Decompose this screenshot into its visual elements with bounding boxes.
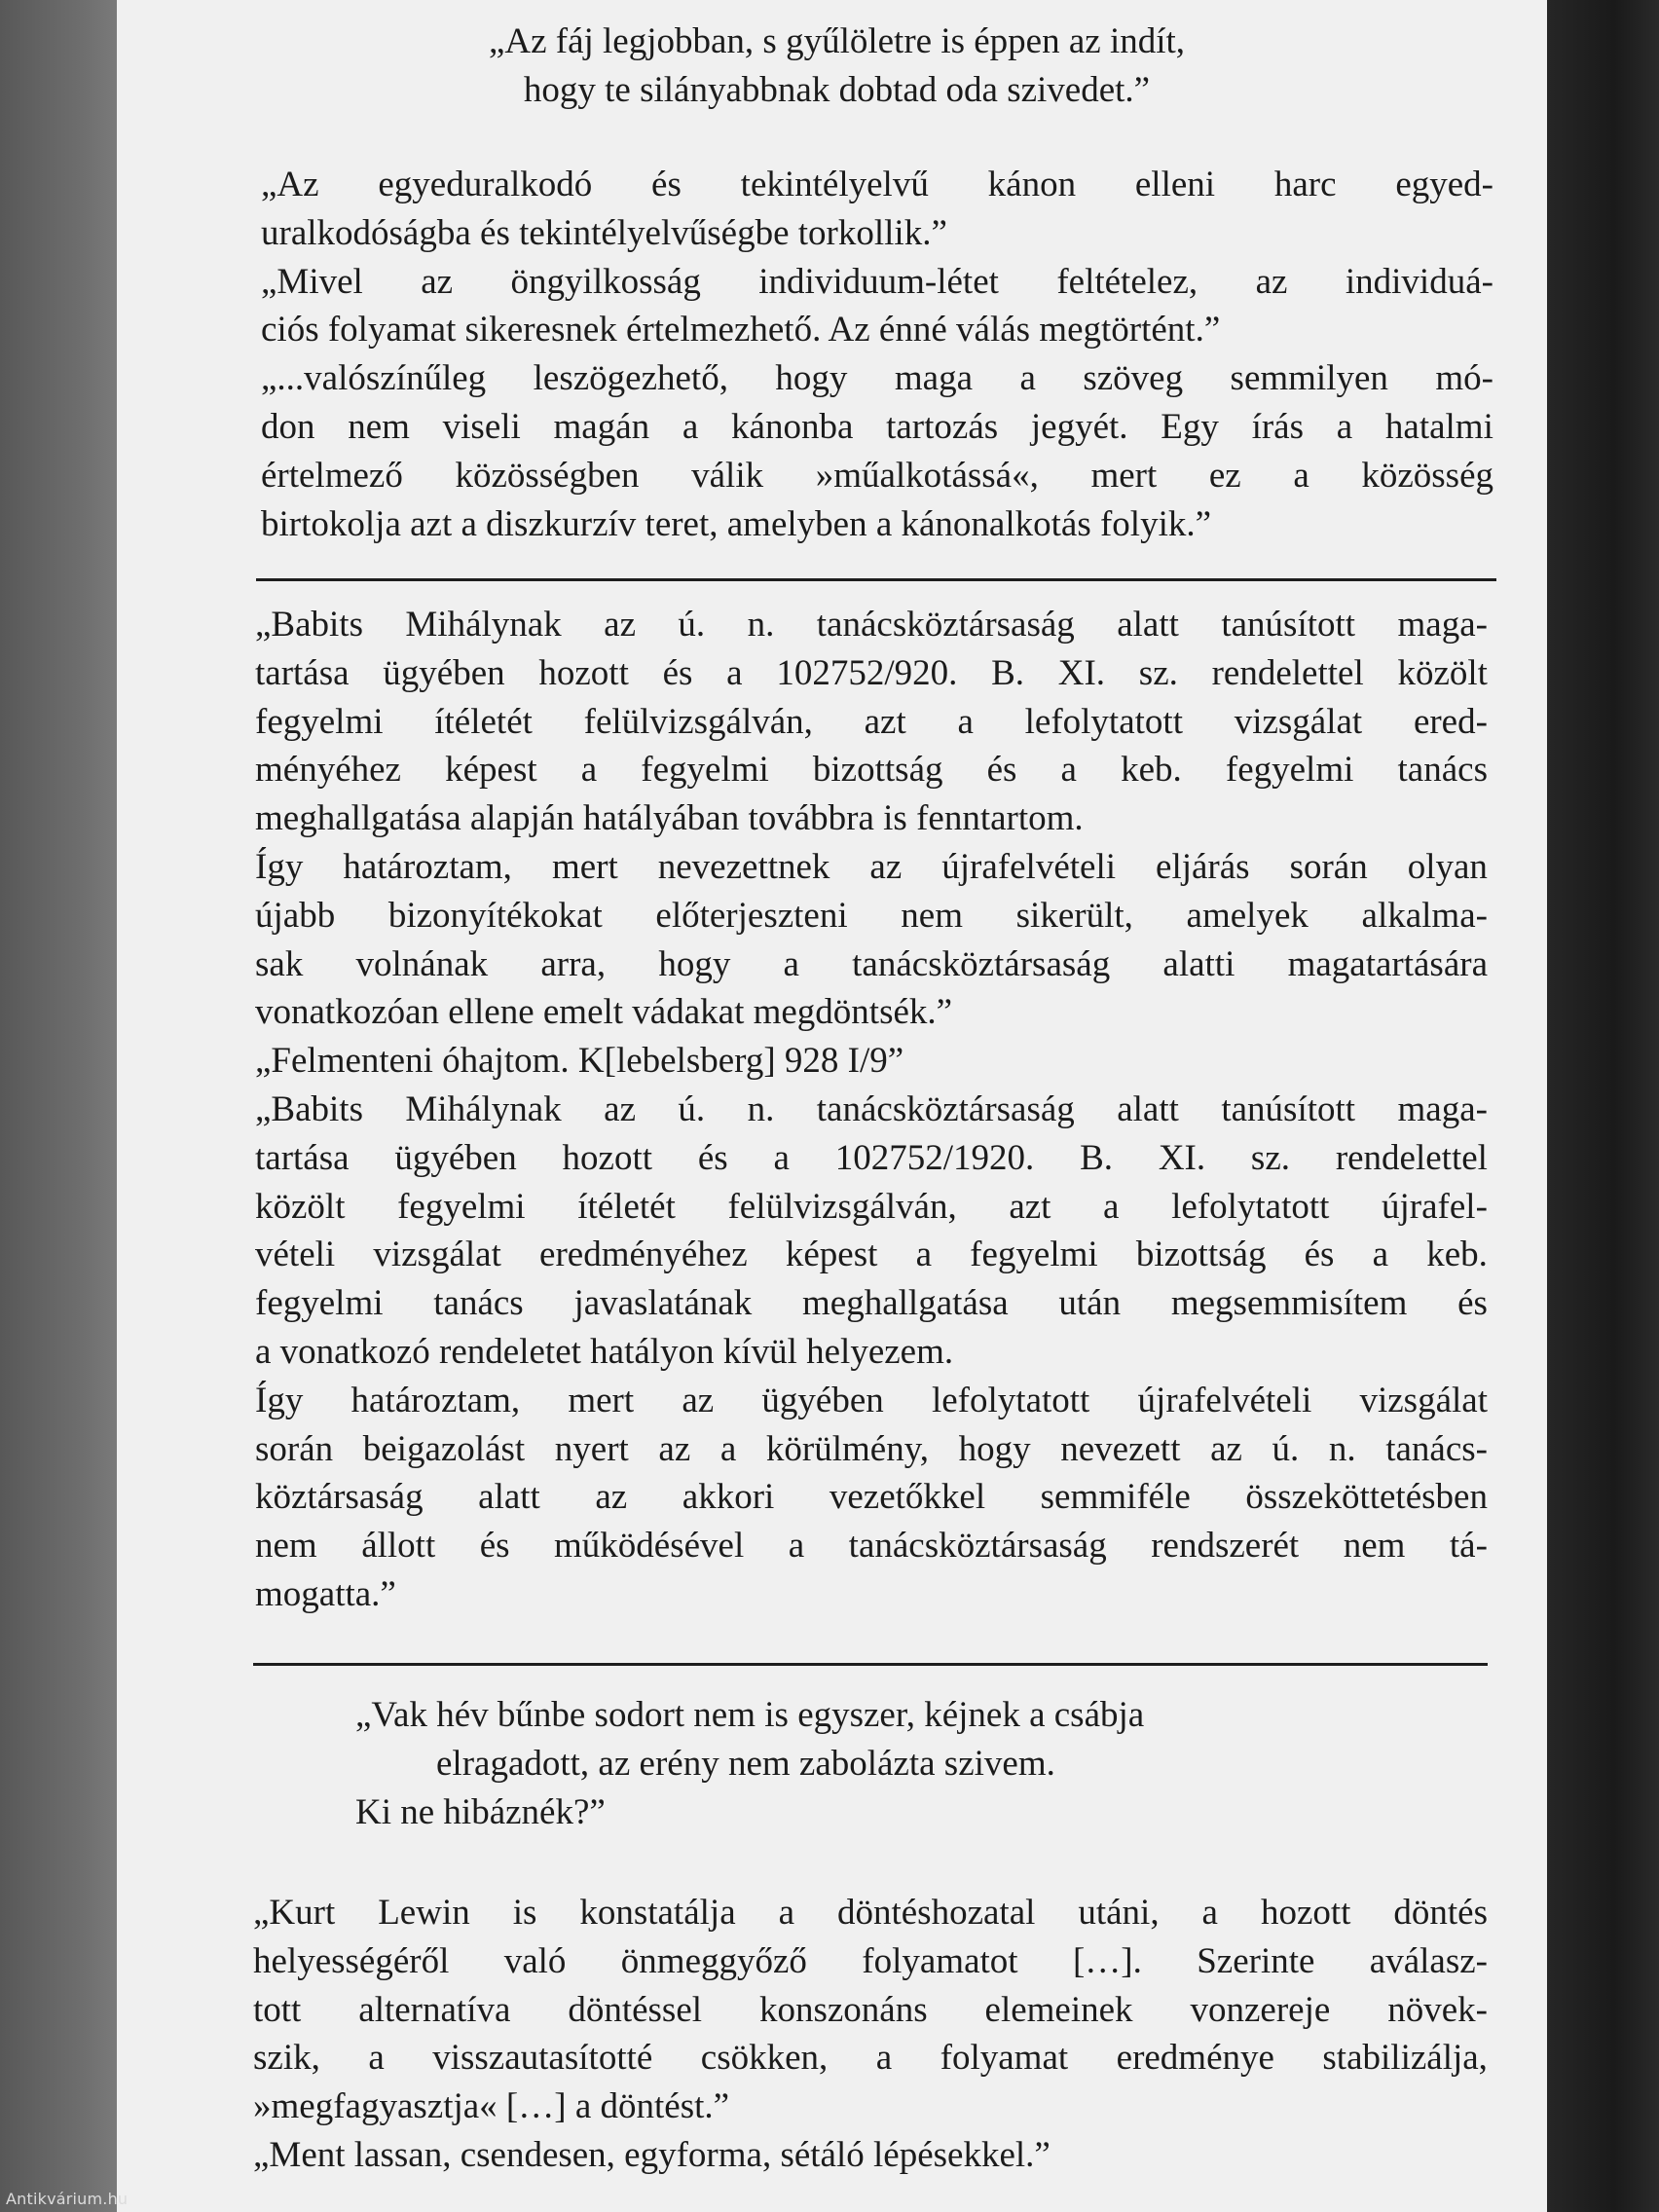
quote-line: „Babits Mihálynak az ú. n. tanácsköztársaság alatt tanúsított maga- — [255, 1088, 1488, 1129]
quote-line: don nem viseli magán a kánonba tartozás jegyét. Egy írás a hatalmi — [261, 406, 1493, 447]
watermark-text: Antikvárium.hu — [6, 2190, 129, 2208]
quote-line: „...valószínűleg leszögezhető, hogy maga a szöveg semmilyen mó- — [261, 358, 1493, 399]
quote-line: meghallgatása alapján hatályában továbbra is fenntartom. — [255, 798, 1084, 839]
quote-line: közölt fegyelmi ítéletét felülvizsgálván, azt a lefolytatott újrafel- — [255, 1186, 1488, 1227]
quote-line: uralkodóságba és tekintélyelvűségbe torkollik.” — [261, 212, 947, 253]
quote-line: fegyelmi tanács javaslatának meghallgatása után megsemmisítem és — [255, 1283, 1488, 1324]
quote-2 — [261, 161, 1493, 548]
quote-line: „Kurt Lewin is konstatálja a döntéshozatal utáni, a hozott döntés — [253, 1893, 1488, 1933]
quote-line: fegyelmi ítéletét felülvizsgálván, azt a lefolytatott vizsgálat ered- — [255, 701, 1488, 742]
quote-line: „Mivel az öngyilkosság individuum-létet feltételez, az individuá- — [261, 261, 1493, 302]
poem-line: „Vak hév bűnbe sodort nem is egyszer, kéjnek a csábja — [355, 1695, 1145, 1735]
quote-line: »megfagyasztja« […] a döntést.” — [253, 2086, 730, 2127]
poem-line: elragadott, az erény nem zabolázta szivem. — [436, 1744, 1055, 1784]
scan-background-right — [1547, 0, 1659, 2212]
quote-line: „Az fáj legjobban, s gyűlöletre is éppen az indít, — [488, 21, 1186, 61]
quote-line: értelmező közösségben válik »műalkotássá«, mert ez a közösség — [261, 455, 1493, 496]
section-divider — [253, 1663, 1488, 1666]
quote-line: ciós folyamat sikeresnek értelmezhető. Az énné válás megtörtént.” — [261, 310, 1221, 350]
quote-4-poem — [355, 1691, 1144, 1837]
quote-line: „Babits Mihálynak az ú. n. tanácsköztársaság alatt tanúsított maga- — [255, 605, 1488, 645]
quote-line: Így határoztam, mert az ügyében lefolytatott újrafelvételi vizsgálat — [255, 1380, 1488, 1420]
quote-line: tartása ügyében hozott és a 102752/1920. B. XI. sz. rendelettel — [255, 1137, 1488, 1178]
quote-line: ményéhez képest a fegyelmi bizottság és a keb. fegyelmi tanács — [255, 750, 1488, 791]
quote-line: a vonatkozó rendeletet hatályon kívül helyezem. — [255, 1331, 954, 1372]
quote-line: vételi vizsgálat eredményéhez képest a fegyelmi bizottság és a keb. — [255, 1235, 1488, 1275]
quote-line: tartása ügyében hozott és a 102752/920. B. XI. sz. rendelettel közölt — [255, 652, 1488, 693]
quote-line: sak volnának arra, hogy a tanácsköztársaság alatti magatartására — [255, 943, 1488, 984]
quote-line: birtokolja azt a diszkurzív teret, amelyben a kánonalkotás folyik.” — [261, 503, 1212, 544]
quote-line: szik, a visszautasítotté csökken, a folyamat eredménye stabilizálja, — [253, 2038, 1488, 2079]
quote-line: újabb bizonyítékokat előterjeszteni nem sikerült, amelyek alkalma- — [255, 895, 1488, 936]
scan-background-left — [0, 0, 117, 2212]
quote-line: nem állott és működésével a tanácsköztársaság rendszerét nem tá- — [255, 1526, 1488, 1567]
quote-line: hogy te silányabbnak dobtad oda szivedet.” — [523, 70, 1151, 110]
quote-line: tott alternatíva döntéssel konszonáns elemeinek vonzereje növek- — [253, 1989, 1488, 2030]
quote-line: „Ment lassan, csendesen, egyforma, sétáló lépésekkel.” — [253, 2134, 1051, 2175]
quote-line: vonatkozóan ellene emelt vádakat megdöntsék.” — [255, 992, 953, 1033]
quote-line: „Az egyeduralkodó és tekintélyelvű kánon elleni harc egyed- — [261, 165, 1493, 204]
quote-line: köztársaság alatt az akkori vezetőkkel semmiféle összeköttetésben — [255, 1477, 1488, 1518]
quote-line: során beigazolást nyert az a körülmény, hogy nevezett az ú. n. tanács- — [255, 1428, 1488, 1469]
quote-3 — [255, 601, 1488, 1619]
quote-1 — [117, 18, 1547, 115]
quote-line: helyességéről való önmeggyőző folyamatot […]. Szerinte aválasz- — [253, 1940, 1488, 1981]
quote-line: mogatta.” — [255, 1573, 396, 1614]
section-divider — [256, 578, 1496, 581]
poem-line: Ki ne hibáznék?” — [355, 1792, 606, 1832]
quote-5 — [253, 1889, 1488, 2180]
quote-line: Így határoztam, mert nevezettnek az újrafelvételi eljárás során olyan — [255, 846, 1488, 887]
quote-line: „Felmenteni óhajtom. K[lebelsberg] 928 I/9” — [255, 1041, 904, 1082]
book-page — [117, 0, 1547, 2212]
